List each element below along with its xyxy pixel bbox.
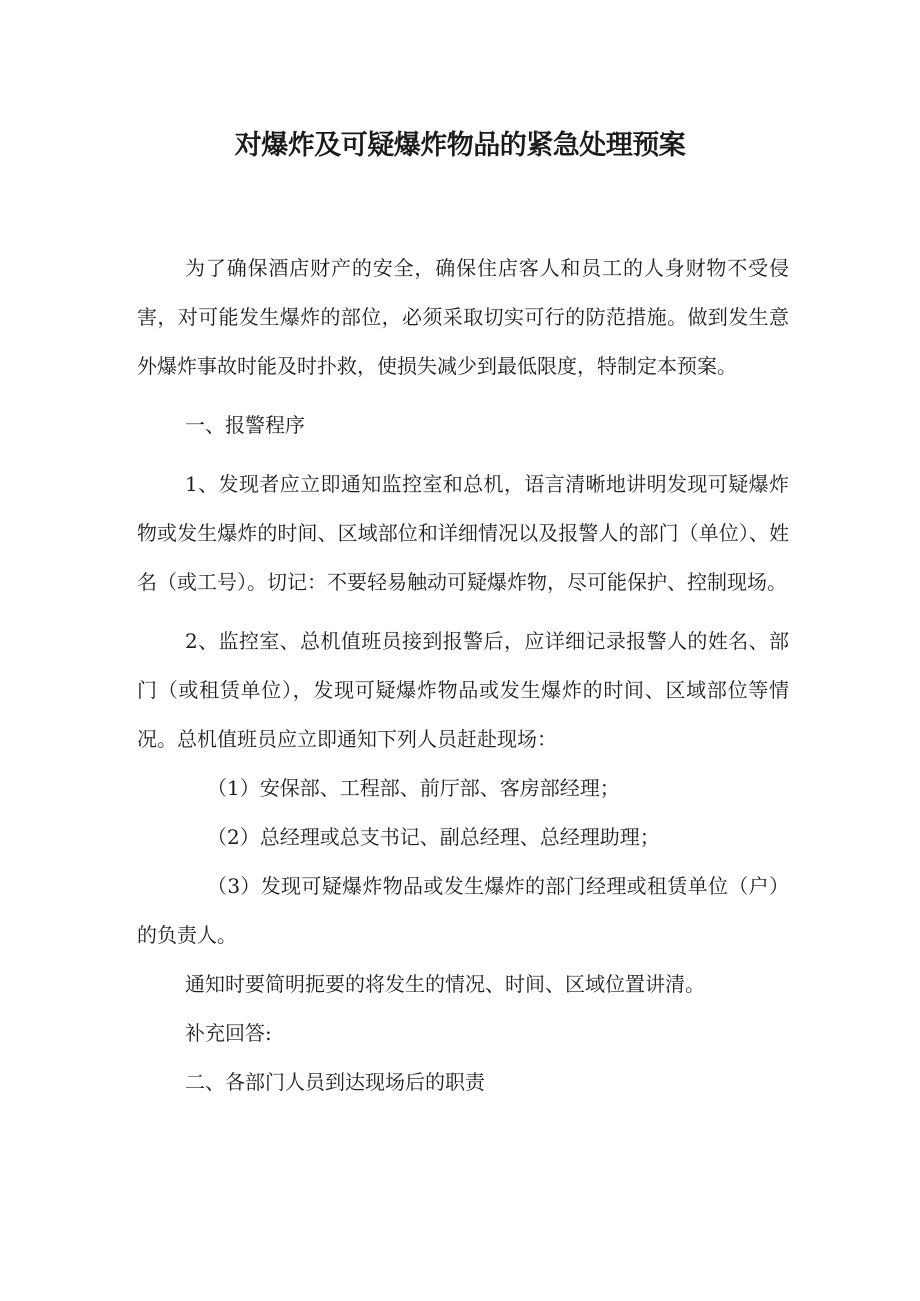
notification-note: 通知时要简明扼要的将发生的情况、时间、区域位置讲清。 (185, 972, 705, 996)
paragraph-item-2: 2、监控室、总机值班员接到报警后，应详细记录报警人的姓名、部门（或租赁单位），发现可疑爆炸物品或发生爆炸的时间、区域部位等情况。总机值班员应立即通知下列人员赶赴现场： (137, 629, 789, 751)
notify-list-item-1: （1）安保部、工程部、前厅部、客房部经理； (207, 776, 620, 800)
section-heading-alarm-procedure: 一、报警程序 (185, 413, 305, 437)
document-body (137, 244, 789, 1107)
section-heading-department-duties: 二、各部门人员到达现场后的职责 (185, 1070, 485, 1094)
intro-paragraph: 为了确保酒店财产的安全，确保住店客人和员工的人身财物不受侵害，对可能发生爆炸的部位，必须采取切实可行的防范措施。做到发生意外爆炸事故时能及时扑救，使损失减少到最低限度，特制定本预案。 (137, 256, 789, 378)
notify-list-item-2: （2）总经理或总支书记、副总经理、总经理助理； (207, 825, 660, 849)
paragraph-item-1: 1、发现者应立即通知监控室和总机，语言清晰地讲明发现可疑爆炸物或发生爆炸的时间、区域部位和详细情况以及报警人的部门（单位）、姓名（或工号）。切记：不要轻易触动可疑爆炸物，尽可能保护、控制现场。 (137, 472, 789, 594)
supplementary-answer-label: 补充回答: (185, 1021, 272, 1045)
document-title: 对爆炸及可疑爆炸物品的紧急处理预案 (234, 130, 686, 161)
notify-list-item-3: （3）发现可疑爆炸物品或发生爆炸的部门经理或租赁单位（户）的负责人。 (137, 874, 789, 947)
